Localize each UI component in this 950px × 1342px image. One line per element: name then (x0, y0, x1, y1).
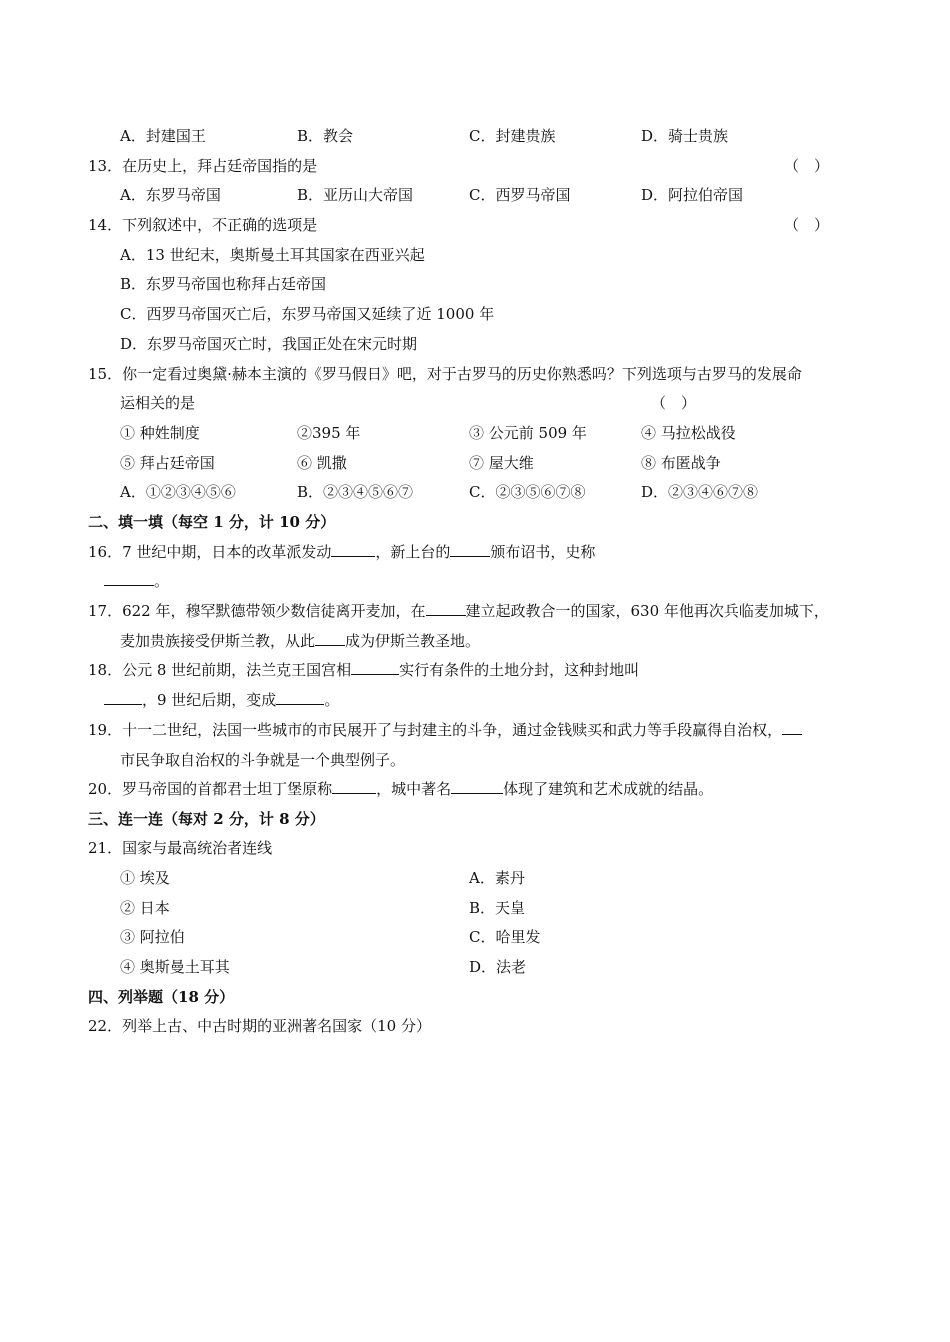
q17-line2 (120, 631, 480, 651)
q19-text-a: 19．十一二世纪，法国一些城市的市民展开了与封建主的斗争，通过金钱赎买和武力等手段赢得自治权， (88, 721, 783, 739)
q13-option-a: A．东罗马帝国 (120, 186, 221, 204)
q16-text-a: 16．7 世纪中期，日本的改革派发动 (88, 543, 332, 561)
q16-line2 (104, 571, 169, 591)
q20-text-a: 20．罗马帝国的首都君士坦丁堡原称 (88, 780, 333, 798)
q20-text-b: ，城中著名 (376, 780, 452, 798)
q21-left-4: ④ 奥斯曼土耳其 (120, 958, 230, 976)
q14-option-b: B．东罗马帝国也称拜占廷帝国 (120, 275, 327, 293)
q17-blank-1[interactable] (426, 601, 466, 616)
q13-option-b: B．亚历山大帝国 (297, 186, 414, 204)
q17-text-b: 建立起政教合一的国家，630 年他再次兵临麦加城下， (465, 602, 829, 620)
q18-line1 (88, 660, 639, 680)
q18-blank-2[interactable] (104, 690, 142, 705)
q15-option-c: C．②③⑤⑥⑦⑧ (469, 483, 586, 501)
q16-blank-3[interactable] (104, 571, 154, 586)
q18-text-c: ，9 世纪后期，变成 (142, 691, 277, 709)
q15-stem-line1: 15．你一定看过奥黛·赫本主演的《罗马假日》吧，对于古罗马的历史你熟悉吗？下列选项与古罗马的发展命 (88, 365, 802, 383)
q21-left-3: ③ 阿拉伯 (120, 928, 185, 946)
q13-stem: 13．在历史上，拜占廷帝国指的是 (88, 157, 318, 175)
q17-blank-2[interactable] (315, 631, 345, 646)
q14-stem: 14．下列叙述中，不正确的选项是 (88, 216, 318, 234)
q14-option-d: D．东罗马帝国灭亡时，我国正处在宋元时期 (120, 335, 418, 353)
q15-option-d: D．②③④⑥⑦⑧ (641, 483, 759, 501)
q18-text-b: 实行有条件的土地分封，这种封地叫 (399, 661, 640, 679)
q21-left-2: ② 日本 (120, 899, 170, 917)
q15-item-5: ⑤ 拜占廷帝国 (120, 454, 215, 472)
q18-line2 (104, 690, 339, 710)
q20-text-c: 体现了建筑和艺术成就的结晶。 (503, 780, 714, 798)
q21-right-a: A．素丹 (469, 869, 525, 887)
q13-answer-paren: （ ） (784, 157, 830, 175)
q16-text-b: ，新上台的 (375, 543, 451, 561)
q16-blank-1[interactable] (331, 542, 375, 557)
q15-item-4: ④ 马拉松战役 (641, 424, 736, 442)
q21-left-1: ① 埃及 (120, 869, 170, 887)
q16-text-d: 。 (154, 572, 170, 590)
q20-blank-1[interactable] (332, 779, 376, 794)
q17-line1 (88, 601, 829, 621)
q21-right-b: B．天皇 (469, 899, 526, 917)
q18-blank-3[interactable] (276, 690, 324, 705)
q15-item-7: ⑦ 屋大维 (469, 454, 534, 472)
q16-blank-2[interactable] (450, 542, 490, 557)
q15-option-b: B．②③④⑤⑥⑦ (297, 483, 414, 501)
q21-right-d: D．法老 (469, 958, 527, 976)
q18-blank-1[interactable] (351, 660, 399, 675)
q12-option-a: A．封建国王 (120, 127, 206, 145)
q15-item-6: ⑥ 凯撒 (297, 454, 347, 472)
q19-blank-1[interactable] (782, 720, 802, 735)
q21-right-c: C．哈里发 (469, 928, 541, 946)
q19-line1 (88, 720, 802, 740)
q14-option-a: A．13 世纪末，奥斯曼土耳其国家在西亚兴起 (120, 246, 425, 264)
q15-item-3: ③ 公元前 509 年 (469, 424, 587, 442)
q12-option-d: D．骑士贵族 (641, 127, 729, 145)
q16-line1 (88, 542, 595, 562)
section-fill-in-heading: 二、填一填（每空 1 分，计 10 分） (88, 513, 336, 531)
q12-option-c: C．封建贵族 (469, 127, 556, 145)
q17-text-d: 成为伊斯兰教圣地。 (345, 632, 481, 650)
q14-option-c: C．西罗马帝国灭亡后，东罗马帝国又延续了近 1000 年 (120, 305, 495, 323)
q19-line2: 市民争取自治权的斗争就是一个典型例子。 (120, 751, 406, 769)
q15-item-2: ②395 年 (297, 424, 361, 442)
q21-stem: 21．国家与最高统治者连线 (88, 839, 273, 857)
q15-answer-paren: （ ） (651, 394, 697, 412)
q13-option-d: D．阿拉伯帝国 (641, 186, 744, 204)
q12-option-b: B．教会 (297, 127, 354, 145)
q20-line (88, 779, 713, 799)
q18-text-a: 18．公元 8 世纪前期，法兰克王国宫相 (88, 661, 352, 679)
q22-stem: 22．列举上古、中古时期的亚洲著名国家（10 分） (88, 1017, 431, 1035)
q17-text-c: 麦加贵族接受伊斯兰教，从此 (120, 632, 316, 650)
section-list-heading: 四、列举题（18 分） (88, 988, 235, 1006)
q18-text-d: 。 (324, 691, 340, 709)
q15-option-a: A．①②③④⑤⑥ (120, 483, 236, 501)
q17-text-a: 17．622 年，穆罕默德带领少数信徒离开麦加，在 (88, 602, 426, 620)
q15-item-1: ① 种姓制度 (120, 424, 200, 442)
q15-stem-line2: 运相关的是 (120, 394, 196, 412)
section-matching-heading: 三、连一连（每对 2 分，计 8 分） (88, 810, 325, 828)
q15-item-8: ⑧ 布匿战争 (641, 454, 721, 472)
q16-text-c: 颁布诏书，史称 (490, 543, 596, 561)
q14-answer-paren: （ ） (784, 216, 830, 234)
q13-option-c: C．西罗马帝国 (469, 186, 571, 204)
q20-blank-2[interactable] (451, 779, 503, 794)
